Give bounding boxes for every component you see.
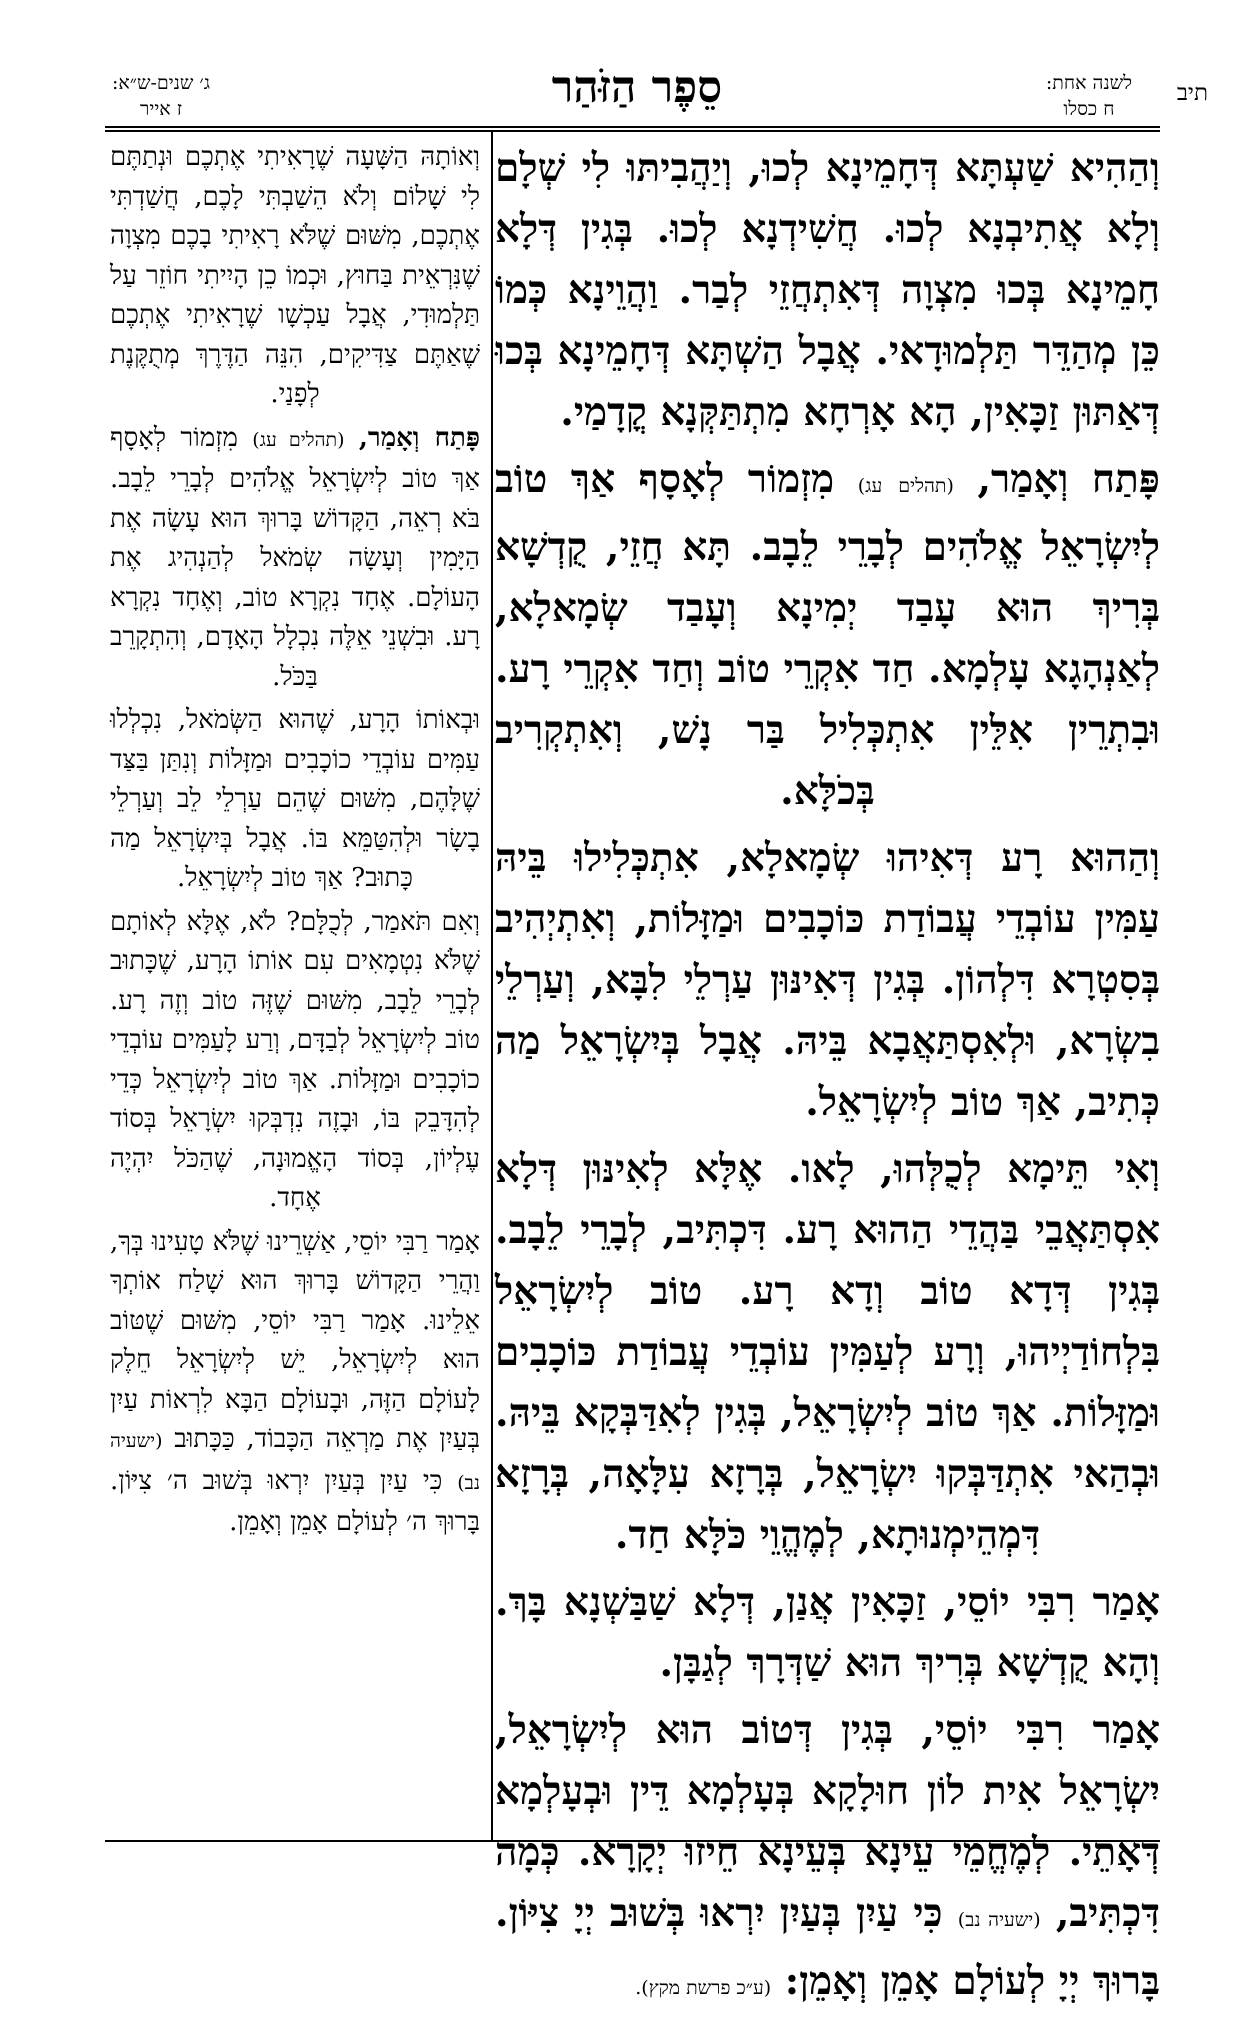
translation-paragraph-3: וּבְאוֹתוֹ הָרָע, שֶׁהוּא הַשְּׂמֹאל, נִכְלְלוּ עַמִּים עוֹבְדֵי כוֹכָבִים וּמַזָּלוֹת וְנִתַּן בַּצַּד שֶׁלָּהֶם, מִשּׁוּם שֶׁהֵם עַרְלֵי לֵב וְעַרְלֵי בָשָׂר וּלְהִטַּמֵּא בּוֹ. אֲבָל בְּיִשְׂרָאֵל מַה כָּתוּב? אַךְ טוֹב לְיִשְׂרָאֵל. [110,705,480,893]
aramaic-paragraph-2-lead: פָּתַח וְאָמַר, [977,456,1161,502]
schedule-three-years-label: ג׳ שנים-ש״א: [112,72,211,94]
footer-rule [105,1840,1160,1842]
translation-paragraph-2-source: (תהלים עג) [252,428,345,451]
aramaic-paragraph-6-body: אָמַר רִבִּי יוֹסֵי, בְּגִין דְּטוֹב הוּא לְיִשְׂרָאֵל, יִשְׂרָאֵל אִית לוֹן חוּלָקָא בְּעָלְמָא דֵּין וּבְעָלְמָא דְּאָתֵי. לְמֶחֱמֵי עֵינָא בְּעֵינָא חֵיזוּ יְקָרָא. כְּמָה דִּכְתִּיב, [495,1707,1161,1936]
header-rule-top [105,126,1160,128]
aramaic-paragraph-2 [495,449,1160,822]
aramaic-paragraph-6-quote: כִּי עַיִן בְּעַיִן יִרְאוּ בְּשׁוּב יְיָ צִיּוֹן. בָּרוּךְ יְיָ לְעוֹלָם אָמֵן וְאָמֵן: [495,1890,1160,2004]
schedule-one-year-date: ח כסלו [1063,98,1115,120]
aramaic-paragraph-1: וְהַהִיא שַׁעְתָּא דְּחָמֵינָא לְכוּ, וְיַהֲבִיתּוּ לִי שְׁלָם וְלָא אֲתִיבְנָא לְכוּ. חֲשִׁידְנָא לְכוּ. בְּגִין דְּלָא חָמֵינָא בְּכוּ מִצְוָה דְּאִתְחֲזֵי לְבַר. וַהֲוֵינָא כְּמוֹ כֵּן מְהַדֵּר תַּלְמוּדָאי. אֲבָל הַשְׁתָּא דְּחָמֵינָא בְּכוּ דְּאַתּוּן זַכָּאִין, הָא אָרְחָא מִתְתַּקְּנָא קֳדָמַי. [495,145,1160,435]
translation-paragraph-5 [110,1223,480,1543]
translation-paragraph-5-body: אָמַר רַבִּי יוֹסֵי, אַשְׁרֵינוּ שֶׁלֹּא טָעִינוּ בְּךָ, וַהֲרֵי הַקָּדוֹשׁ בָּרוּךְ הוּא שָׁלַח אוֹתְךָ אֵלֵינוּ. אָמַר רַבִּי יוֹסֵי, מִשּׁוּם שֶׁטּוֹב הוּא לְיִשְׂרָאֵל, יֵשׁ לְיִשְׂרָאֵל חֵלֶק לָעוֹלָם הַזֶּה, וּבָעוֹלָם הַבָּא לִרְאוֹת עַיִן בְּעַיִן אֶת מַרְאֵה הַכָּבוֹד, כַּכָּתוּב [110,1226,480,1454]
page-number: תיב [1176,80,1208,106]
aramaic-paragraph-3: וְהַהוּא רָע דְּאִיהוּ שְׂמָאלָא, אִתְכְּלִילוּ בֵּיהּ עַמִּין עוֹבְדֵי עֲבוֹדַת כּוֹכָבִים וּמַזָּלוֹת, וְאִתְיְהִיב בְּסִטְרָא דִּלְהוֹן. בְּגִין דְּאִינּוּן עַרְלֵי לִבָּא, וְעַרְלֵי בִשְׂרָא, וּלְאִסְתַּאֲבָא בֵּיהּ. אֲבָל בְּיִשְׂרָאֵל מַה כְּתִיב, אַךְ טוֹב לְיִשְׂרָאֵל. [495,835,1160,1125]
column-separator [491,132,493,1842]
translation-paragraph-1: וְאוֹתָהּ הַשָּׁעָה שֶׁרָאִיתִי אֶתְכֶם וּנְתַתֶּם לִי שָׁלוֹם וְלֹא הֵשַׁבְתִּי לָכֶם, חֲשַׁדְתִּי אֶתְכֶם, מִשּׁוּם שֶׁלֹּא רָאִיתִי בָכֶם מִצְוָה שֶׁנִּרְאֵית בַּחוּץ, וּכְמוֹ כֵן הָיִיתִי חוֹזֵר עַל תַּלְמוּדִי, אֲבָל עַכְשָׁו שֶׁרָאִיתִי אֶתְכֶם שֶׁאַתֶּם צַדִּיקִים, הִנֵּה הַדֶּרֶךְ מְתֻקֶּנֶת לְפָנַי. [110,142,480,409]
aramaic-paragraph-2-source: (תהלים עג) [857,475,954,497]
aramaic-paragraph-6 [495,1700,1160,2019]
aramaic-paragraph-2-body: מִזְמוֹר לְאָסָף אַךְ טוֹב לְיִשְׂרָאֵל אֱלֹהִים לְבָרֵי לֵבָב. תָּא חֲזֵי, קֻדְשָׁא בְּרִיךְ הוּא עָבַד יְמִינָא וְעָבַד שְׂמָאלָא, לְאַנְהָגָא עָלְמָא. חַד אִקְרֵי טוֹב וְחַד אִקְרֵי רָע. וּבִתְרֵין אִלֵּין אִתְכְּלִיל בַּר נָשׁ, וְאִתְקְרִיב בְּכֹלָּא. [495,456,1160,814]
translation-paragraph-5-source: (ישעיה נב) [110,1430,480,1494]
translation-paragraph-2 [110,419,480,698]
aramaic-paragraph-5: אָמַר רִבִּי יוֹסֵי, זַכָּאִין אֲנַן, דְּלָא שַׁבַּשְׁנָא בָּךְ. וְהָא קֻדְשָׁא בְּרִיךְ הוּא שַׁדְּרָךְ לְגַבָּן. [495,1579,1160,1686]
aramaic-text-column [495,138,1160,2025]
daily-schedule-three-years [112,70,210,122]
hebrew-translation-column [110,138,480,1547]
schedule-three-years-date: ז אייר [140,98,183,120]
header-rule-bottom [105,130,1160,132]
translation-paragraph-2-lead: פָּתַח וְאָמַר, [358,422,480,453]
schedule-one-year-label: לשנה אחת: [1045,72,1132,94]
translation-paragraph-5-quote: כִּי עַיִן בְּעַיִן יִרְאוּ בְּשׁוּב ה׳ צִיּוֹן. בָּרוּךְ ה׳ לְעוֹלָם אָמֵן וְאָמֵן. [110,1465,480,1537]
page-header [112,62,1208,128]
aramaic-paragraph-6-source: (ישעיה נב) [957,1909,1041,1931]
parasha-end-note: (ע״כ פרשת מקץ). [635,1977,772,1999]
translation-paragraph-2-body: מִזְמוֹר לְאָסָף אַךְ טוֹב לְיִשְׂרָאֵל אֱלֹהִים לְבָרֵי לֵבָב. בֹּא רְאֵה, הַקָּדוֹשׁ בָּרוּךְ הוּא עָשָׂה אֶת הַיָּמִין וְעָשָׂה שְׂמֹאל לְהַנְהִיג אֶת הָעוֹלָם. אֶחָד נִקְרָא טוֹב, וְאֶחָד נִקְרָא רָע. וּבִשְׁנֵי אֵלֶּה נִכְלָל הָאָדָם, וְהִתְקָרֵב בַּכֹּל. [110,422,480,692]
book-title: סֵפֶר הַזֹּהַר [551,62,723,113]
translation-paragraph-4: וְאִם תֹּאמַר, לְכֻלָּם? לֹא, אֶלָּא לְאוֹתָם שֶׁלֹּא נִטְמָאִים עִם אוֹתוֹ הָרָע, שֶׁכָּתוּב לְבָרֵי לֵבָב, מִשּׁוּם שֶׁזֶּה טוֹב וְזֶה רָע. טוֹב לְיִשְׂרָאֵל לְבַדָּם, וְרַע לָעַמִּים עוֹבְדֵי כוֹכָבִים וּמַזָּלוֹת. אַךְ טוֹב לְיִשְׂרָאֵל כְּדֵי לְהִדָּבֵק בּוֹ, וּבָזֶה נִדְבְּקוּ יִשְׂרָאֵל בְּסוֹד עֶלְיוֹן, בְּסוֹד הָאֱמוּנָה, שֶׁהַכֹּל יִהְיֶה אֶחָד. [110,906,480,1213]
aramaic-paragraph-4: וְאִי תֵּימָא לְכֻלְּהוּ, לָאו. אֶלָּא לְאִינּוּן דְּלָא אִסְתַּאֲבֵי בַּהֲדֵי הַהוּא רָע. דִּכְתִּיב, לְבָרֵי לֵבָב. בְּגִין דְּדָא טוֹב וְדָא רָע. טוֹב לְיִשְׂרָאֵל בִּלְחוֹדַיְיהוּ, וְרָע לְעַמִּין עוֹבְדֵי עֲבוֹדַת כּוֹכָבִים וּמַזָּלוֹת. אַךְ טוֹב לְיִשְׂרָאֵל, בְּגִין לְאִדַּבְּקָא בֵּיהּ. וּבְהַאי אִתְדַּבְּקוּ יִשְׂרָאֵל, בְּרָזָא עִלָּאָה, בְּרָזָא דִּמְהֵימְנוּתָא, לְמֶהֱוֵי כֹּלָּא חַד. [495,1146,1160,1558]
